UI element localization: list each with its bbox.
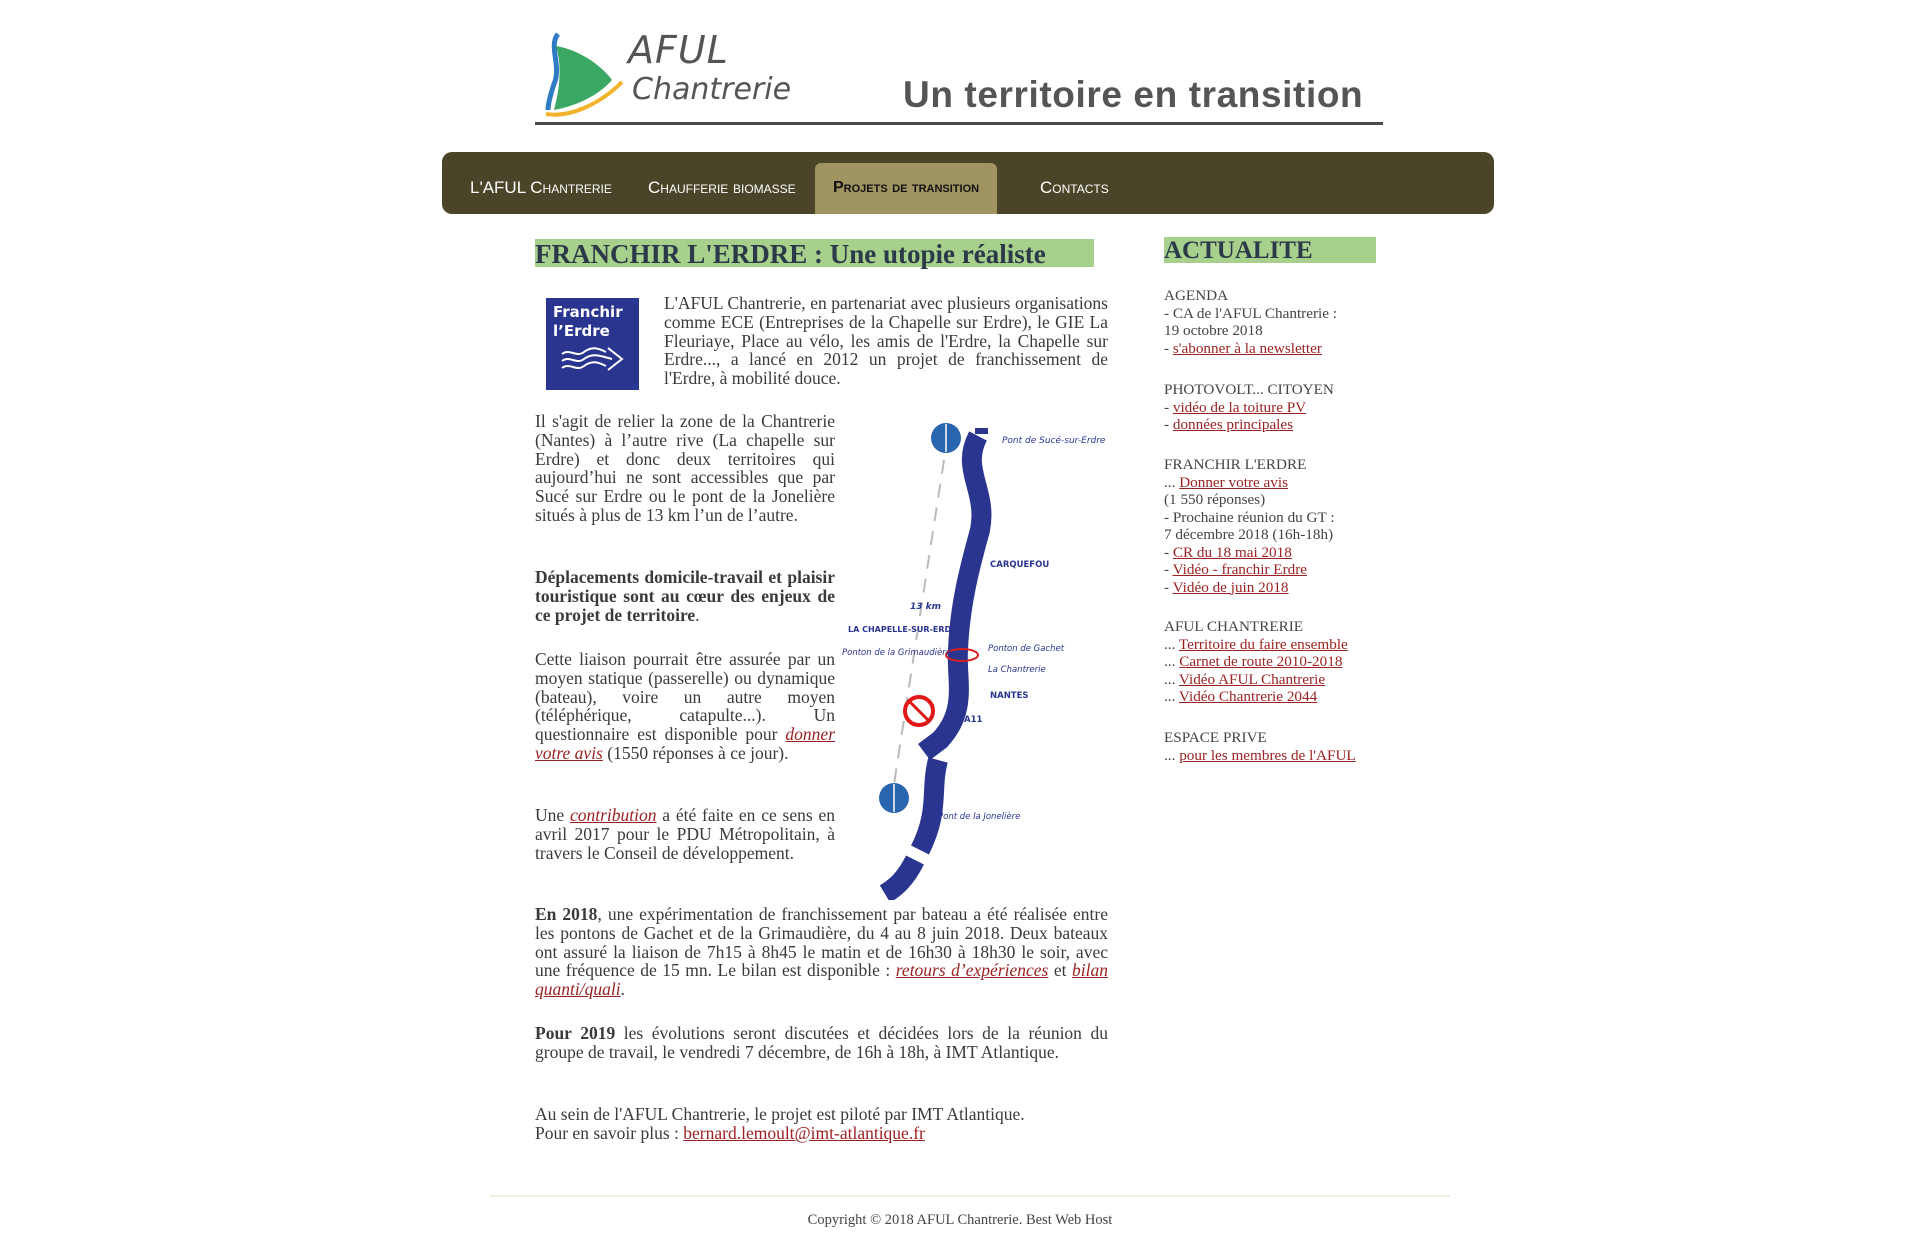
evolutions-text: les évolutions seront discutées et décidées lors de la réunion du groupe de travail, le vendredi 7 décembre, de 16h à 18h, à IMT Atlantique. [535,1023,1108,1062]
section-heading: AFUL CHANTRERIE [1164,618,1304,635]
badge-line2: l’Erdre [553,322,610,340]
reunion-date: 7 décembre 2018 (16h-18h) [1164,526,1334,543]
nav-item-aful-chantrerie[interactable]: L'AFUL Chantrerie [470,178,612,197]
moyens-text-end: (1550 réponses à ce jour). [602,742,789,763]
section-heading: ESPACE PRIVE [1164,729,1267,746]
main-navigation [442,152,1494,214]
svg-text:A11: A11 [964,715,983,725]
conjunction-et: et [1048,960,1073,981]
section-heading: FRANCHIR L'ERDRE [1164,456,1307,473]
svg-text:Ponton de la Grimaudière: Ponton de la Grimaudière [842,648,951,658]
cr-mai-2018-link[interactable]: CR du 18 mai 2018 [1172,543,1292,561]
moyens-text: Cette liaison pourrait être assurée par un moyen statique (passerelle) ou dynamique (bateau), voire un autre moyen (téléphérique, catapulte...). Un questionnaire est disponible pour [535,649,835,745]
carnet-de-route-link[interactable]: Carnet de route 2010-2018 [1179,653,1343,670]
enjeux-period: . [695,604,700,625]
svg-text:CARQUEFOU: CARQUEFOU [990,560,1050,570]
experimentation-text: , une expérimentation de franchissement par bateau a été réalisée entre les pontons de Gachet et de la Grimaudière, du 4 au 8 juin 2018. Deux bateaux ont assuré la liaison de 7h15 à 8h45 le matin et de 16h30 à 18h30 le soir, avec une fréquence de 15 mn. Le bilan est disponible : [535,904,1108,981]
svg-text:LA CHAPELLE-SUR-ERDRE: LA CHAPELLE-SUR-ERDRE [848,625,963,634]
donner-avis-sidebar-link[interactable]: Donner votre avis [1179,473,1288,491]
video-juin-2018-link[interactable]: Vidéo de juin 2018 [1172,578,1289,596]
contact-prefix: Pour en savoir plus : [535,1122,684,1143]
svg-text:Ponton de Gachet: Ponton de Gachet [988,644,1065,654]
paragraph-contact [535,1105,1108,1143]
sidebar-section-espace-prive: ESPACE PRIVE ... pour les membres de l'AFUL [1164,729,1404,764]
page-title: FRANCHIR L'ERDRE : Une utopie réaliste [535,239,1094,267]
video-aful-chantrerie-link[interactable]: Vidéo AFUL Chantrerie [1178,670,1326,688]
contact-email-link[interactable]: bernard.lemoult@imt-atlantique.fr [683,1122,925,1143]
river-map-illustration [840,410,1120,900]
footer-copyright: Copyright © 2018 AFUL Chantrerie. Best Web Host [807,1212,1113,1228]
retours-experiences-link[interactable]: retours d’expériences [895,960,1049,981]
header-divider [535,122,1383,125]
paragraph-contribution [535,806,835,862]
footer-divider [490,1195,1450,1197]
waves-arrow-icon [560,346,626,374]
donnees-principales-link[interactable]: données principales [1172,416,1294,433]
pilot-text: Au sein de l'AFUL Chantrerie, le projet est piloté par IMT Atlantique. [535,1104,1025,1124]
reponses-count: (1 550 réponses) [1164,491,1266,508]
site-tagline: Un territoire en transition [903,74,1364,115]
svg-text:Pont de Sucé-sur-Erdre: Pont de Sucé-sur-Erdre [1002,436,1106,446]
section-heading: AGENDA [1164,287,1229,304]
franchir-erdre-badge [546,298,639,390]
paragraph-liaison: Il s'agit de relier la zone de la Chantrerie (Nantes) à l’autre rive (La chapelle sur Erdre) et donc deux territoires qui aujourd’hui ne sont accessibles que par Sucé sur Erdre ou le pont de la Jonelière situés à plus de 13 km l’un de l’autre. [535,411,835,525]
paragraph-enjeux [535,568,835,624]
donner-avis-link[interactable]: donner votre avis [535,724,835,763]
newsletter-link[interactable]: s'abonner à la newsletter [1172,339,1322,357]
video-toiture-pv-link[interactable]: vidéo de la toiture PV [1172,398,1307,416]
intro-paragraph: L'AFUL Chantrerie, en partenariat avec plusieurs organisations comme ECE (Entreprises de la Chapelle sur Erdre), le GIE La Fleuriaye, Place au vélo, les amis de l'Erdre, la Chapelle sur Erdre..., a lancé en 2012 un projet de franchissement de l'Erdre, à mobilité douce. [664,293,1108,389]
section-heading: PHOTOVOLT... CITOYEN [1164,381,1334,398]
logo-sail-icon [540,26,630,118]
period: . [620,979,625,1000]
paragraph-2018 [535,905,1108,999]
nav-item-projets-de-transition[interactable]: Projets de transition [815,163,997,214]
nav-item-contacts[interactable]: Contacts [1040,178,1109,197]
logo-text-chantrerie: Chantrerie [632,72,792,107]
video-chantrerie-2044-link[interactable]: Vidéo Chantrerie 2044 [1178,688,1318,705]
nav-item-chaufferie-biomasse[interactable]: Chaufferie biomasse [648,178,796,197]
sidebar-section-photovolt: PHOTOVOLT... CITOYEN - vidéo de la toiture PV - données principales [1164,381,1404,434]
bilan-quanti-quali-link[interactable]: bilan quanti/quali [535,960,1108,1000]
sidebar-title: ACTUALITE [1164,237,1376,263]
logo-text-aful: AFUL [628,28,729,72]
paragraph-moyens [535,650,835,763]
video-franchir-erdre-link[interactable]: Vidéo - franchir Erdre [1172,561,1308,578]
agenda-line: - CA de l'AFUL Chantrerie : [1164,304,1338,322]
espace-membres-link[interactable]: pour les membres de l'AFUL [1179,746,1356,764]
paragraph-2019 [535,1024,1108,1062]
svg-text:La Chantrerie: La Chantrerie [988,665,1046,675]
erdre-map [840,410,1120,900]
contribution-text: a été faite en ce sens en avril 2017 pour le PDU Métropolitain, à travers le Conseil de développement. [535,805,835,863]
sidebar-section-aful-chantrerie: AFUL CHANTRERIE ... Territoire du faire ensemble ... Carnet de route 2010-2018 ... Vidéo AFUL Chantrerie ... Vidéo Chantrerie 2044 [1164,618,1404,706]
svg-text:NANTES: NANTES [990,691,1029,701]
sidebar-section-agenda: AGENDA - CA de l'AFUL Chantrerie : 19 octobre 2018 - s'abonner à la newsletter [1164,287,1404,357]
contribution-prefix: Une [535,805,570,825]
svg-text:Pont de la Jonelière: Pont de la Jonelière [938,812,1021,822]
svg-text:13 km: 13 km [910,602,942,612]
site-logo[interactable] [540,26,792,118]
prochaine-reunion: Prochaine réunion du GT : [1172,508,1335,526]
territoire-faire-ensemble-link[interactable]: Territoire du faire ensemble [1178,635,1348,653]
enjeux-text: Déplacements domicile-travail et plaisir touristique sont au cœur des enjeux de ce projet de territoire [535,567,835,625]
contribution-link[interactable]: contribution [569,805,657,825]
year-2019: Pour 2019 [535,1023,616,1043]
year-2018: En 2018 [535,904,598,924]
badge-line1: Franchir [553,303,623,321]
agenda-line: 19 octobre 2018 [1164,322,1263,339]
sidebar-section-franchir-erdre: FRANCHIR L'ERDRE ... Donner votre avis (1 550 réponses) - Prochaine réunion du GT : 7 décembre 2018 (16h-18h) - CR du 18 mai 2018 - Vidéo - franchir Erdre - Vidéo de juin 2018 [1164,456,1404,596]
